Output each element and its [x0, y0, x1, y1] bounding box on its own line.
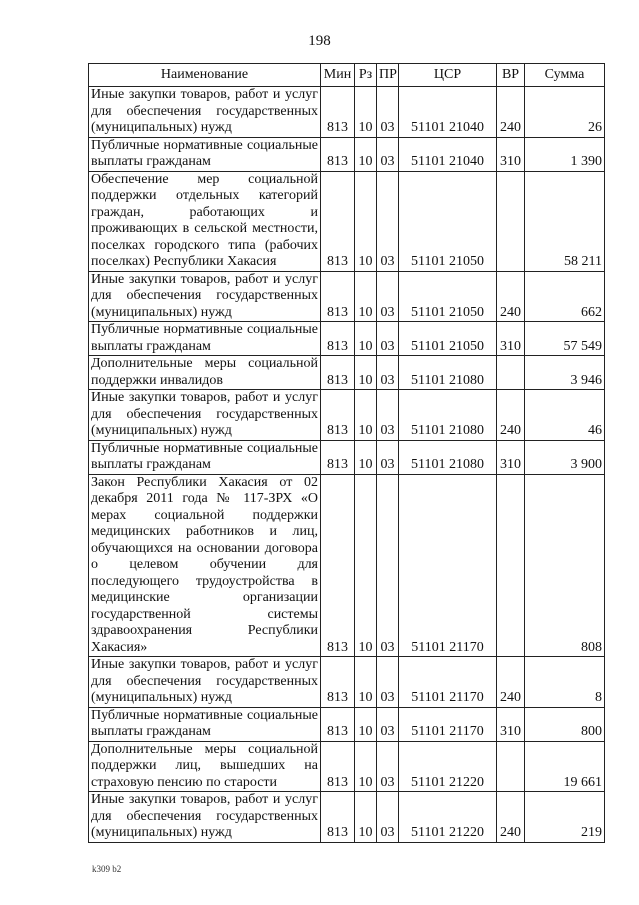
header-min: Мин: [321, 64, 355, 87]
row-csr-cell: 51101 21170: [399, 657, 497, 708]
table-row: [89, 707, 605, 741]
row-vr-cell: 310: [497, 707, 525, 741]
row-name-cell: Публичные нормативные социальные выплаты гражданам: [89, 440, 321, 474]
row-sum-cell: 1 390: [525, 137, 605, 171]
row-sum-cell: 8: [525, 657, 605, 708]
row-sum-cell: 800: [525, 707, 605, 741]
row-vr-cell: [497, 474, 525, 657]
row-rz-cell: 10: [355, 792, 377, 843]
row-vr-cell: [497, 741, 525, 792]
row-name-cell: Публичные нормативные социальные выплаты гражданам: [89, 322, 321, 356]
page-number: 198: [308, 33, 331, 49]
row-rz-cell: 10: [355, 390, 377, 441]
row-sum-cell: 662: [525, 271, 605, 322]
row-name-cell: Закон Республики Хакасия от 02 декабря 2011 года № 117-ЗРХ «О мерах социальной поддержки медицинских работников и лиц, обучающихся на основании договора о целевом обучении для последующего трудоустройства в медицинские организации государственной системы здравоохранения Республики Хакасия»: [89, 474, 321, 657]
row-csr-cell: 51101 21050: [399, 322, 497, 356]
row-rz-cell: 10: [355, 741, 377, 792]
row-csr-cell: 51101 21080: [399, 356, 497, 390]
row-name-cell: Публичные нормативные социальные выплаты гражданам: [89, 707, 321, 741]
row-sum-cell: 46: [525, 390, 605, 441]
row-csr-cell: 51101 21170: [399, 474, 497, 657]
row-pr-cell: 03: [377, 474, 399, 657]
row-pr-cell: 03: [377, 741, 399, 792]
row-vr-cell: 240: [497, 271, 525, 322]
table-body: [89, 87, 605, 843]
table-row: [89, 440, 605, 474]
row-name-cell: Иные закупки товаров, работ и услуг для обеспечения государственных (муниципальных) нужд: [89, 87, 321, 138]
row-vr-cell: 310: [497, 322, 525, 356]
row-min-cell: 813: [321, 657, 355, 708]
row-name-cell: Иные закупки товаров, работ и услуг для обеспечения государственных (муниципальных) нужд: [89, 390, 321, 441]
row-pr-cell: 03: [377, 137, 399, 171]
row-pr-cell: 03: [377, 707, 399, 741]
row-pr-cell: 03: [377, 792, 399, 843]
row-pr-cell: 03: [377, 440, 399, 474]
row-pr-cell: 03: [377, 657, 399, 708]
row-min-cell: 813: [321, 356, 355, 390]
row-rz-cell: 10: [355, 440, 377, 474]
row-csr-cell: 51101 21220: [399, 741, 497, 792]
row-sum-cell: 3 900: [525, 440, 605, 474]
row-sum-cell: 58 211: [525, 171, 605, 271]
row-csr-cell: 51101 21080: [399, 390, 497, 441]
row-sum-cell: 19 661: [525, 741, 605, 792]
row-name-cell: Иные закупки товаров, работ и услуг для обеспечения государственных (муниципальных) нужд: [89, 792, 321, 843]
row-csr-cell: 51101 21050: [399, 171, 497, 271]
table-row: [89, 390, 605, 441]
row-name-cell: Дополнительные меры социальной поддержки лиц, вышедших на страховую пенсию по старости: [89, 741, 321, 792]
table-row: [89, 356, 605, 390]
row-sum-cell: 57 549: [525, 322, 605, 356]
row-sum-cell: 808: [525, 474, 605, 657]
row-vr-cell: 240: [497, 657, 525, 708]
row-csr-cell: 51101 21050: [399, 271, 497, 322]
row-min-cell: 813: [321, 707, 355, 741]
table-row: [89, 271, 605, 322]
row-min-cell: 813: [321, 474, 355, 657]
row-name-cell: Дополнительные меры социальной поддержки инвалидов: [89, 356, 321, 390]
table-row: [89, 741, 605, 792]
row-name-cell: Иные закупки товаров, работ и услуг для обеспечения государственных (муниципальных) нужд: [89, 657, 321, 708]
footer-code: k309 b2: [92, 864, 122, 874]
header-name: Наименование: [89, 64, 321, 87]
header-rz: Рз: [355, 64, 377, 87]
row-rz-cell: 10: [355, 271, 377, 322]
table-row: [89, 87, 605, 138]
row-rz-cell: 10: [355, 474, 377, 657]
row-pr-cell: 03: [377, 390, 399, 441]
row-pr-cell: 03: [377, 87, 399, 138]
row-min-cell: 813: [321, 440, 355, 474]
row-csr-cell: 51101 21080: [399, 440, 497, 474]
row-csr-cell: 51101 21220: [399, 792, 497, 843]
row-name-cell: Публичные нормативные социальные выплаты гражданам: [89, 137, 321, 171]
row-vr-cell: 310: [497, 137, 525, 171]
table-row: [89, 657, 605, 708]
row-vr-cell: [497, 356, 525, 390]
row-vr-cell: 240: [497, 390, 525, 441]
table-row: [89, 137, 605, 171]
header-sum: Сумма: [525, 64, 605, 87]
row-pr-cell: 03: [377, 271, 399, 322]
row-min-cell: 813: [321, 137, 355, 171]
header-vr: ВР: [497, 64, 525, 87]
row-sum-cell: 26: [525, 87, 605, 138]
table-row: [89, 171, 605, 271]
row-csr-cell: 51101 21170: [399, 707, 497, 741]
header-csr: ЦСР: [399, 64, 497, 87]
row-min-cell: 813: [321, 390, 355, 441]
row-min-cell: 813: [321, 87, 355, 138]
row-name-cell: Иные закупки товаров, работ и услуг для обеспечения государственных (муниципальных) нужд: [89, 271, 321, 322]
row-name-cell: Обеспечение мер социальной поддержки отдельных категорий граждан, работающих и проживающих в сельской местности, поселках городского типа (рабочих поселках) Республики Хакасия: [89, 171, 321, 271]
table-row: [89, 322, 605, 356]
row-rz-cell: 10: [355, 707, 377, 741]
row-rz-cell: 10: [355, 137, 377, 171]
row-vr-cell: 240: [497, 87, 525, 138]
row-vr-cell: 240: [497, 792, 525, 843]
row-pr-cell: 03: [377, 322, 399, 356]
row-rz-cell: 10: [355, 657, 377, 708]
row-csr-cell: 51101 21040: [399, 137, 497, 171]
row-rz-cell: 10: [355, 322, 377, 356]
table-row: [89, 792, 605, 843]
table-header-row: [89, 64, 605, 87]
row-sum-cell: 219: [525, 792, 605, 843]
row-rz-cell: 10: [355, 171, 377, 271]
row-min-cell: 813: [321, 741, 355, 792]
row-min-cell: 813: [321, 171, 355, 271]
row-vr-cell: 310: [497, 440, 525, 474]
row-rz-cell: 10: [355, 87, 377, 138]
budget-table: [88, 63, 605, 843]
row-csr-cell: 51101 21040: [399, 87, 497, 138]
row-pr-cell: 03: [377, 171, 399, 271]
header-pr: ПР: [377, 64, 399, 87]
row-min-cell: 813: [321, 322, 355, 356]
row-min-cell: 813: [321, 792, 355, 843]
row-sum-cell: 3 946: [525, 356, 605, 390]
row-rz-cell: 10: [355, 356, 377, 390]
row-min-cell: 813: [321, 271, 355, 322]
table-row: [89, 474, 605, 657]
row-vr-cell: [497, 171, 525, 271]
row-pr-cell: 03: [377, 356, 399, 390]
